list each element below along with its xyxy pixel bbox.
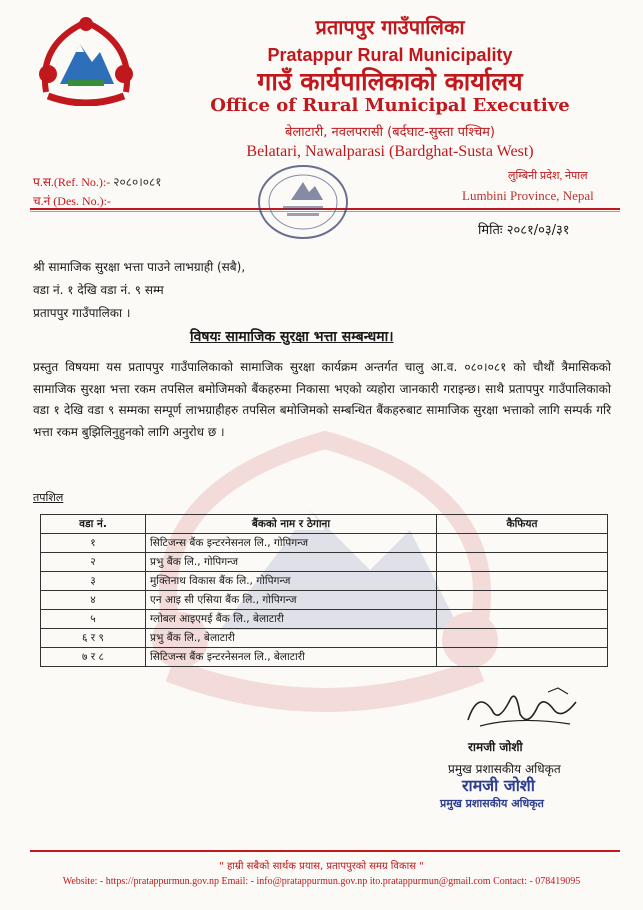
- ward-cell: ६ र ९: [41, 629, 146, 648]
- handwritten-signature: [458, 680, 588, 738]
- date-line: [478, 220, 570, 238]
- table-row: [41, 553, 608, 572]
- ward-cell: ४: [41, 591, 146, 610]
- date-value: २०८१/०३/३१: [506, 223, 570, 238]
- stamp-name: रामजी जोशी: [462, 776, 535, 795]
- des-label: च.नं (Des. No.):-: [33, 194, 111, 208]
- office-name-english: Office of Rural Municipal Executive: [210, 95, 570, 116]
- ref-value: २०८०।०८१: [113, 175, 162, 189]
- footer-divider: [30, 850, 620, 852]
- bank-cell: प्रभु बैंक लि., गोपिगन्ज: [146, 553, 437, 572]
- province-english: Lumbini Province, Nepal: [462, 188, 594, 203]
- ward-cell: ५: [41, 610, 146, 629]
- des-number: [33, 192, 111, 209]
- nepal-emblem-icon: [34, 14, 138, 106]
- bank-cell: ग्लोबल आइएमई बैंक लि., बेलाटारी: [146, 610, 437, 629]
- office-stamp-icon: [253, 160, 353, 244]
- ward-cell: १: [41, 534, 146, 553]
- ward-cell: ३: [41, 572, 146, 591]
- table-row: [41, 572, 608, 591]
- footer-contact: Website: - https://pratappurmun.gov.np Email: - info@pratappurmun.gov.np ito.pratappurmun@gmail.com Contact: - 078419095: [62, 876, 581, 887]
- stamp-post: प्रमुख प्रशासकीय अधिकृत: [440, 797, 544, 810]
- remark-cell: [437, 572, 608, 591]
- addressee-line-3: प्रतापपुर गाउँपालिका ।: [33, 306, 131, 320]
- table-header-row: [41, 515, 608, 534]
- signatory-name: रामजी जोशी: [468, 740, 523, 754]
- body-paragraph: प्रस्तुत विषयमा यस प्रतापपुर गाउँपालिकाको सामाजिक सुरक्षा कार्यक्रम अन्तर्गत चालु आ.व. ०८०।०८१ को चौथौं त्रैमासिकको सामाजिक सुरक्षा भत्ता रकम तपसिल बमोजिमको बैंकहरुमा निकासा भएको व्यहोरा जानकारी गराइन्छ। साथै प्रतापपुर गाउँपालिकाको वडा १ देखि वडा ९ सम्मका सम्पूर्ण लाभग्राहीहरु तपसिल बमोजिमको सम्बन्धित बैंकहरुबाट सामाजिक सुरक्षा भत्ताको लागि सम्पर्क गरि भत्ता रकम बुझिलिनुहुनको लागि अनुरोध छ ।: [33, 360, 611, 439]
- remark-cell: [437, 553, 608, 572]
- header-bank: बैंकको नाम र ठेगाना: [146, 515, 437, 534]
- ward-cell: ७ र ८: [41, 648, 146, 667]
- addressee-line-2: वडा नं. १ देखि वडा नं. ९ सम्म: [33, 283, 164, 297]
- table-row: [41, 629, 608, 648]
- address-nepali: बेलाटारी, नवलपरासी (बर्दघाट-सुस्ता पश्चिम): [285, 125, 495, 140]
- header-ward: वडा नं.: [41, 515, 146, 534]
- header-remark: कैफियत: [437, 515, 608, 534]
- ref-label: प.स.(Ref. No.):-: [33, 175, 111, 189]
- ref-number: [33, 173, 161, 190]
- table-row: [41, 648, 608, 667]
- table-row: [41, 534, 608, 553]
- table-row: [41, 610, 608, 629]
- bank-cell: सिटिजन्स बैंक इन्टरनेसनल लि., गोपिगन्ज: [146, 534, 437, 553]
- address-english: Belatari, Nawalparasi (Bardghat-Susta West): [246, 143, 534, 160]
- bank-cell: मुक्तिनाथ विकास बैंक लि., गोपिगन्ज: [146, 572, 437, 591]
- bank-cell: सिटिजन्स बैंक इन्टरनेसनल लि., बेलाटारी: [146, 648, 437, 667]
- remark-cell: [437, 629, 608, 648]
- bank-table: [40, 514, 608, 667]
- tapasil-label: तपशिल: [33, 491, 64, 504]
- table-row: [41, 591, 608, 610]
- bank-cell: प्रभु बैंक लि., बेलाटारी: [146, 629, 437, 648]
- subject-line: विषयः सामाजिक सुरक्षा भत्ता सम्बन्धमा।: [190, 329, 394, 345]
- province-nepali: लुम्बिनी प्रदेश, नेपाल: [508, 170, 588, 182]
- addressee-line-1: श्री सामाजिक सुरक्षा भत्ता पाउने लाभग्राही (सबै),: [33, 260, 246, 274]
- municipality-name-nepali: प्रतापपुर गाउँपालिका: [315, 15, 465, 39]
- signatory-post: प्रमुख प्रशासकीय अधिकृत: [448, 762, 561, 776]
- municipality-name-english: Pratappur Rural Municipality: [267, 45, 513, 65]
- footer-slogan: " हाम्री सबैको सार्थक प्रयास, प्रतापपुरको समग्र विकास ": [219, 861, 424, 872]
- office-name-nepali: गाउँ कार्यपालिकाको कार्यालय: [257, 67, 523, 96]
- remark-cell: [437, 534, 608, 553]
- remark-cell: [437, 648, 608, 667]
- remark-cell: [437, 591, 608, 610]
- date-label: मितिः: [478, 223, 503, 238]
- ward-cell: २: [41, 553, 146, 572]
- remark-cell: [437, 610, 608, 629]
- bank-cell: एन आइ सी एसिया बैंक लि., गोपिगन्ज: [146, 591, 437, 610]
